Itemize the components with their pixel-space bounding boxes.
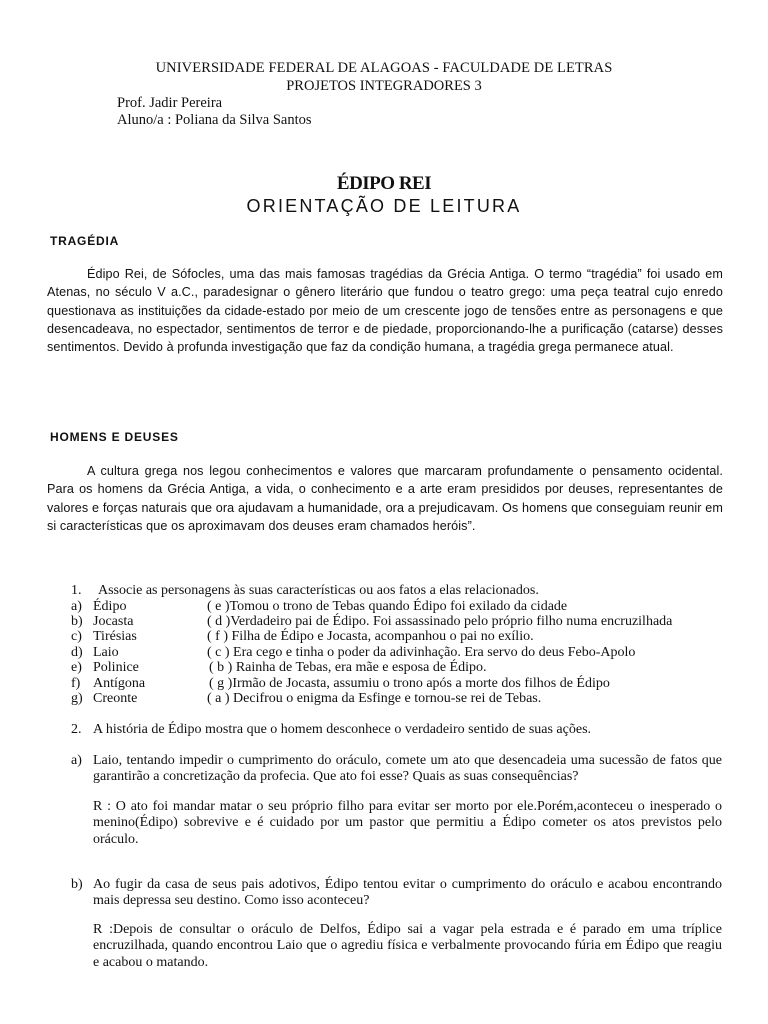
document-title: ÉDIPO REI — [336, 173, 432, 194]
question-2b-text: Ao fugir da casa de seus pais adotivos, Édipo tentou evitar o cumprimento do oráculo e acabou encontrando mais depressa seu destino. Como isso aconteceu? — [93, 877, 722, 908]
item-description: ( b ) Rainha de Tebas, era mãe e esposa de Édipo. — [209, 660, 487, 675]
item-description: ( e )Tomou o trono de Tebas quando Édipo foi exilado da cidade — [207, 599, 568, 614]
professor-name: Prof. Jadir Pereira — [117, 95, 223, 111]
item-character: Laio — [93, 645, 119, 660]
question-number: 1. — [71, 583, 82, 598]
item-description: ( c ) Era cego e tinha o poder da adivinhação. Era servo do deus Febo-Apolo — [207, 645, 636, 660]
question-2a-text: Laio, tentando impedir o cumprimento do oráculo, comete um ato que desencadeia uma sucessão de fatos que garantirão a concretização da profecia. Que ato foi esse? Quais as suas consequências? — [93, 753, 722, 784]
item-description: ( d )Verdadeiro pai de Édipo. Foi assassinado pelo próprio filho numa encruzilhada — [207, 614, 673, 629]
item-letter: b) — [71, 614, 83, 629]
project-header: PROJETOS INTEGRADORES 3 — [286, 78, 482, 94]
university-header: UNIVERSIDADE FEDERAL DE ALAGOAS - FACULDADE DE LETRAS — [155, 60, 613, 76]
item-letter: b) — [71, 877, 83, 892]
student-name: Aluno/a : Poliana da Silva Santos — [117, 112, 312, 128]
item-character: Antígona — [93, 676, 146, 691]
question-2a — [71, 753, 722, 784]
answer-2b: R :Depois de consultar o oráculo de Delfos, Édipo sai a vagar pela estrada e é parado em uma tríplice encruzilhada, quando encontrou Laio que o agrediu física e verbalmente provocando fúria em Édipo que reagiu e acabou o matando. — [93, 922, 722, 970]
item-description: ( a ) Decifrou o enigma da Esfinge e tornou-se rei de Tebas. — [207, 691, 542, 706]
section-heading-tragedia: TRAGÉDIA — [50, 234, 120, 248]
item-letter: c) — [71, 629, 82, 644]
item-character: Tirésias — [93, 629, 137, 644]
item-letter: a) — [71, 753, 82, 768]
item-character: Jocasta — [93, 614, 134, 629]
item-character: Creonte — [93, 691, 138, 706]
item-character: Polinice — [93, 660, 139, 675]
question-2b — [71, 877, 722, 908]
item-character: Édipo — [93, 599, 127, 614]
document-subtitle: ORIENTAÇÃO DE LEITURA — [246, 196, 522, 216]
question-text: Associe as personagens às suas características ou aos fatos a elas relacionados. — [98, 583, 539, 598]
item-letter: g) — [71, 691, 83, 706]
item-description: ( f ) Filha de Édipo e Jocasta, acompanhou o pai no exílio. — [207, 629, 534, 644]
section-heading-homens-deuses: HOMENS E DEUSES — [50, 430, 179, 444]
paragraph-tragedia: Édipo Rei, de Sófocles, uma das mais famosas tragédias da Grécia Antiga. O termo “tragédia” foi usado em Atenas, no século V a.C., paradesignar o gênero literário que fundou o teatro grego: uma peça teatral cujo enredo questionava as instituições da cidade-estado por meio de um crescente jogo de tensões entre as personagens e que desencadeava, no espectador, sentimentos de terror e de piedade, proporcionando-lhe a purificação (catarse) desses sentimentos. Devido à profunda investigação que faz da condição humana, a tragédia grega permanece atual. — [47, 267, 723, 355]
item-letter: a) — [71, 599, 82, 614]
answer-2a: R : O ato foi mandar matar o seu próprio filho para evitar ser morto por ele.Porém,aconteceu o inesperado o menino(Édipo) sobrevive e é cuidado por um pastor que permitiu a Édipo cometer os atos previstos pelo oráculo. — [93, 799, 722, 847]
item-letter: f) — [71, 676, 81, 691]
item-letter: e) — [71, 660, 82, 675]
question-text: A história de Édipo mostra que o homem desconhece o verdadeiro sentido de suas ações. — [93, 722, 592, 737]
question-number: 2. — [71, 722, 82, 737]
item-description: ( g )Irmão de Jocasta, assumiu o trono após a morte dos filhos de Édipo — [209, 676, 610, 691]
paragraph-homens-deuses: A cultura grega nos legou conhecimentos e valores que marcaram profundamente o pensamento ocidental. Para os homens da Grécia Antiga, a vida, o conhecimento e a arte eram presididos por deuses, representantes de valores e forças naturais que ora ajudavam a humanidade, ora a prejudicavam. Os homens que conseguiam reunir em si características que os aproximavam dos deuses eram chamados heróis”. — [47, 464, 723, 533]
item-letter: d) — [71, 645, 83, 660]
